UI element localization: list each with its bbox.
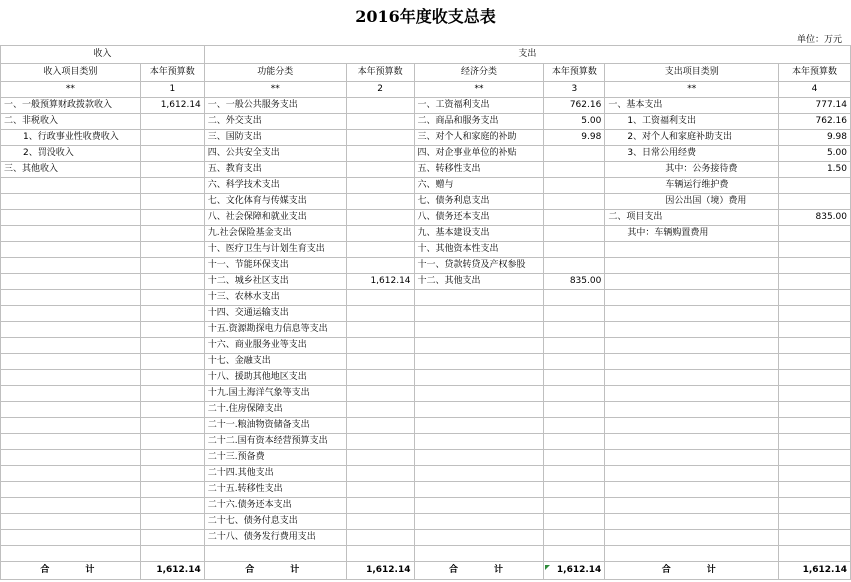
income-budget-cell[interactable] [140,418,204,434]
cell-comment-marker [545,565,550,570]
index-cell[interactable]: ** [1,82,141,98]
income-budget-cell[interactable] [140,306,204,322]
function-item-cell[interactable]: 二十一.粮油物资储备支出 [204,418,346,434]
income-item-cell[interactable]: 2、罚没收入 [1,146,141,162]
function-item-cell[interactable]: 十五.资源勘探电力信息等支出 [204,322,346,338]
function-budget-cell[interactable] [346,258,414,274]
expenditure-budget-cell[interactable] [779,402,851,418]
income-budget-cell[interactable] [140,258,204,274]
expenditure-item-cell[interactable]: 1、工资福利支出 [605,114,779,130]
expenditure-budget-header[interactable]: 本年预算数 [779,64,851,82]
expenditure-item-cell[interactable] [605,322,779,338]
economic-budget-cell[interactable] [544,434,605,450]
income-item-cell[interactable] [1,450,141,466]
economic-budget-cell[interactable] [544,242,605,258]
economic-item-cell[interactable] [414,338,544,354]
table-row [1,130,851,146]
total-label-cell[interactable]: 合 计 [605,562,779,580]
economic-item-cell[interactable]: 十一、贷款转贷及产权参股 [414,258,544,274]
economic-item-cell[interactable] [414,402,544,418]
expenditure-budget-cell[interactable] [779,354,851,370]
function-item-cell[interactable]: 九.社会保险基金支出 [204,226,346,242]
function-budget-cell[interactable] [346,98,414,114]
table-row [1,98,851,114]
function-item-cell[interactable]: 二、外交支出 [204,114,346,130]
expenditure-item-cell[interactable]: 2、对个人和家庭补助支出 [605,130,779,146]
function-budget-cell[interactable] [346,514,414,530]
total-value-cell[interactable]: 1,612.14 [140,562,204,580]
function-item-cell[interactable]: 十六、商业服务业等支出 [204,338,346,354]
expenditure-item-cell[interactable]: 3、日常公用经费 [605,146,779,162]
function-item-cell[interactable]: 二十五.转移性支出 [204,482,346,498]
function-budget-cell[interactable] [346,370,414,386]
table-row [1,546,851,562]
economic-item-cell[interactable] [414,530,544,546]
economic-budget-cell[interactable]: 9.98 [544,130,605,146]
income-budget-cell[interactable] [140,450,204,466]
function-budget-cell[interactable] [346,402,414,418]
table-row [1,242,851,258]
income-item-cell[interactable] [1,194,141,210]
income-item-cell[interactable] [1,418,141,434]
income-budget-cell[interactable] [140,114,204,130]
income-budget-cell[interactable] [140,354,204,370]
table-row [1,306,851,322]
income-item-cell[interactable] [1,322,141,338]
economic-item-cell[interactable] [414,306,544,322]
income-item-cell[interactable] [1,274,141,290]
expenditure-budget-cell[interactable] [779,338,851,354]
expenditure-budget-cell[interactable] [779,546,851,562]
expenditure-item-cell[interactable] [605,482,779,498]
totals-row [1,562,851,580]
table-row [1,354,851,370]
index-cell[interactable]: 4 [779,82,851,98]
income-budget-cell[interactable] [140,530,204,546]
expenditure-budget-cell[interactable]: 777.14 [779,98,851,114]
function-budget-cell[interactable]: 1,612.14 [346,274,414,290]
expenditure-budget-cell[interactable] [779,386,851,402]
income-budget-cell[interactable] [140,370,204,386]
economic-budget-cell[interactable]: 762.16 [544,98,605,114]
expenditure-item-cell[interactable] [605,242,779,258]
income-budget-cell[interactable]: 1,612.14 [140,98,204,114]
economic-budget-cell[interactable] [544,450,605,466]
function-budget-cell[interactable] [346,210,414,226]
function-budget-cell[interactable] [346,482,414,498]
function-item-cell[interactable]: 二十三.预备费 [204,450,346,466]
income-item-cell[interactable]: 1、行政事业性收费收入 [1,130,141,146]
expenditure-budget-cell[interactable] [779,178,851,194]
economic-budget-cell[interactable] [544,418,605,434]
expenditure-item-cell[interactable]: 车辆运行维护费 [605,178,779,194]
economic-budget-cell[interactable] [544,322,605,338]
function-item-cell[interactable]: 二十四.其他支出 [204,466,346,482]
economic-budget-cell[interactable] [544,258,605,274]
economic-item-cell[interactable]: 三、对个人和家庭的补助 [414,130,544,146]
function-item-cell[interactable]: 四、公共安全支出 [204,146,346,162]
table-row [1,114,851,130]
expenditure-budget-cell[interactable]: 9.98 [779,130,851,146]
economic-budget-cell[interactable] [544,226,605,242]
income-item-cell[interactable] [1,482,141,498]
expenditure-item-cell[interactable] [605,466,779,482]
income-item-cell[interactable]: 二、非税收入 [1,114,141,130]
function-budget-cell[interactable] [346,386,414,402]
expenditure-item-cell[interactable]: 一、基本支出 [605,98,779,114]
function-item-cell[interactable]: 十八、援助其他地区支出 [204,370,346,386]
economic-item-cell[interactable] [414,434,544,450]
income-budget-cell[interactable] [140,482,204,498]
economic-budget-cell[interactable] [544,162,605,178]
table-row [1,370,851,386]
income-item-cell[interactable]: 三、其他收入 [1,162,141,178]
function-item-cell[interactable]: 五、教育支出 [204,162,346,178]
income-budget-cell[interactable] [140,274,204,290]
expenditure-item-cell[interactable] [605,306,779,322]
index-cell[interactable]: ** [414,82,544,98]
function-budget-cell[interactable] [346,434,414,450]
expenditure-category-header[interactable]: 支出项目类别 [605,64,779,82]
income-budget-cell[interactable] [140,546,204,562]
expenditure-item-cell[interactable] [605,402,779,418]
economic-item-cell[interactable] [414,354,544,370]
expenditure-budget-cell[interactable] [779,194,851,210]
expenditure-budget-cell[interactable] [779,450,851,466]
expenditure-item-cell[interactable] [605,514,779,530]
income-item-cell[interactable] [1,402,141,418]
economic-category-header[interactable]: 经济分类 [414,64,544,82]
expenditure-budget-cell[interactable]: 835.00 [779,210,851,226]
economic-item-cell[interactable] [414,386,544,402]
total-label-cell[interactable]: 合 计 [414,562,544,580]
expenditure-budget-cell[interactable] [779,242,851,258]
income-budget-cell[interactable] [140,210,204,226]
table-row [1,434,851,450]
income-budget-header[interactable]: 本年预算数 [140,64,204,82]
table-row [1,258,851,274]
function-budget-cell[interactable] [346,130,414,146]
income-budget-cell[interactable] [140,466,204,482]
function-budget-cell[interactable] [346,466,414,482]
income-header[interactable]: 收入 [1,46,205,64]
economic-item-cell[interactable] [414,546,544,562]
income-item-cell[interactable] [1,466,141,482]
expenditure-item-cell[interactable] [605,434,779,450]
income-budget-cell[interactable] [140,434,204,450]
economic-budget-cell[interactable] [544,146,605,162]
total-value-cell[interactable]: 1,612.14 [779,562,851,580]
economic-item-cell[interactable] [414,322,544,338]
function-budget-cell[interactable] [346,226,414,242]
economic-budget-cell[interactable] [544,338,605,354]
expenditure-item-cell[interactable] [605,546,779,562]
economic-budget-cell[interactable] [544,498,605,514]
table-row [1,466,851,482]
expenditure-item-cell[interactable] [605,274,779,290]
function-budget-cell[interactable] [346,306,414,322]
expenditure-item-cell[interactable]: 因公出国（境）费用 [605,194,779,210]
function-item-cell[interactable]: 十、医疗卫生与计划生育支出 [204,242,346,258]
economic-budget-cell[interactable] [544,466,605,482]
income-item-cell[interactable] [1,354,141,370]
economic-budget-cell[interactable] [544,178,605,194]
total-value-cell[interactable]: 1,612.14 [346,562,414,580]
expenditure-item-cell[interactable] [605,450,779,466]
income-item-cell[interactable] [1,226,141,242]
income-item-cell[interactable] [1,498,141,514]
expenditure-item-cell[interactable]: 其中：车辆购置费用 [605,226,779,242]
economic-budget-cell[interactable] [544,530,605,546]
income-budget-cell[interactable] [140,226,204,242]
function-item-cell[interactable]: 十九.国土海洋气象等支出 [204,386,346,402]
function-item-cell[interactable]: 二十二.国有资本经营预算支出 [204,434,346,450]
income-item-cell[interactable] [1,434,141,450]
function-item-cell[interactable]: 二十七、债务付息支出 [204,514,346,530]
expenditure-budget-cell[interactable] [779,226,851,242]
expenditure-item-cell[interactable] [605,386,779,402]
function-budget-cell[interactable] [346,242,414,258]
expenditure-item-cell[interactable] [605,370,779,386]
function-item-cell[interactable]: 十四、交通运输支出 [204,306,346,322]
table-row [1,530,851,546]
expenditure-budget-cell[interactable] [779,418,851,434]
function-item-cell[interactable]: 十三、农林水支出 [204,290,346,306]
income-budget-cell[interactable] [140,130,204,146]
income-item-cell[interactable] [1,338,141,354]
function-budget-cell[interactable] [346,194,414,210]
function-item-cell[interactable]: 二十八、债务发行费用支出 [204,530,346,546]
economic-item-cell[interactable] [414,450,544,466]
index-cell[interactable]: 3 [544,82,605,98]
economic-budget-cell[interactable] [544,514,605,530]
expenditure-budget-cell[interactable] [779,482,851,498]
function-budget-cell[interactable] [346,178,414,194]
table-row [1,274,851,290]
function-budget-cell[interactable] [346,498,414,514]
table-row [1,162,851,178]
economic-budget-cell[interactable] [544,290,605,306]
income-category-header[interactable]: 收入项目类别 [1,64,141,82]
income-budget-cell[interactable] [140,386,204,402]
function-item-cell[interactable]: 六、科学技术支出 [204,178,346,194]
economic-item-cell[interactable]: 七、债务利息支出 [414,194,544,210]
income-budget-cell[interactable] [140,194,204,210]
economic-item-cell[interactable] [414,466,544,482]
economic-item-cell[interactable] [414,514,544,530]
function-item-cell[interactable] [204,546,346,562]
table-row [1,514,851,530]
table-row [1,226,851,242]
economic-budget-cell[interactable] [544,210,605,226]
income-item-cell[interactable] [1,210,141,226]
expenditure-header[interactable]: 支出 [204,46,850,64]
expenditure-budget-cell[interactable] [779,306,851,322]
income-budget-cell[interactable] [140,498,204,514]
table-row [1,178,851,194]
economic-budget-cell[interactable] [544,306,605,322]
function-item-cell[interactable]: 十二、城乡社区支出 [204,274,346,290]
table-row [1,386,851,402]
income-item-cell[interactable] [1,546,141,562]
income-budget-cell[interactable] [140,322,204,338]
expenditure-budget-cell[interactable] [779,466,851,482]
income-budget-cell[interactable] [140,146,204,162]
expenditure-item-cell[interactable] [605,498,779,514]
expenditure-item-cell[interactable]: 其中：公务接待费 [605,162,779,178]
income-item-cell[interactable] [1,530,141,546]
economic-item-cell[interactable]: 一、工资福利支出 [414,98,544,114]
income-budget-cell[interactable] [140,162,204,178]
income-budget-cell[interactable] [140,402,204,418]
function-item-cell[interactable]: 一、一般公共服务支出 [204,98,346,114]
total-label-cell[interactable]: 合 计 [1,562,141,580]
function-budget-cell[interactable] [346,530,414,546]
function-item-cell[interactable]: 十一、节能环保支出 [204,258,346,274]
function-budget-cell[interactable] [346,450,414,466]
economic-item-cell[interactable]: 五、转移性支出 [414,162,544,178]
income-item-cell[interactable] [1,306,141,322]
expenditure-budget-cell[interactable] [779,290,851,306]
table-row [1,338,851,354]
function-item-cell[interactable]: 八、社会保障和就业支出 [204,210,346,226]
index-cell[interactable]: ** [605,82,779,98]
economic-budget-header[interactable]: 本年预算数 [544,64,605,82]
table-row [1,194,851,210]
economic-budget-cell[interactable] [544,370,605,386]
function-budget-cell[interactable] [346,322,414,338]
function-item-cell[interactable]: 三、国防支出 [204,130,346,146]
income-item-cell[interactable] [1,258,141,274]
summary-table [0,45,851,580]
function-item-cell[interactable]: 二十.住房保障支出 [204,402,346,418]
economic-budget-cell[interactable] [544,194,605,210]
unit-label: 单位：万元 [796,35,842,45]
expenditure-budget-cell[interactable] [779,258,851,274]
economic-budget-cell[interactable] [544,354,605,370]
income-item-cell[interactable] [1,370,141,386]
expenditure-budget-cell[interactable]: 762.16 [779,114,851,130]
economic-item-cell[interactable]: 四、对企事业单位的补贴 [414,146,544,162]
table-row [1,482,851,498]
table-row [1,290,851,306]
economic-item-cell[interactable]: 九、基本建设支出 [414,226,544,242]
function-item-cell[interactable]: 二十六.债务还本支出 [204,498,346,514]
expenditure-item-cell[interactable]: 二、项目支出 [605,210,779,226]
economic-budget-cell[interactable] [544,386,605,402]
economic-item-cell[interactable]: 六、赠与 [414,178,544,194]
function-item-cell[interactable]: 七、文化体育与传媒支出 [204,194,346,210]
economic-item-cell[interactable] [414,418,544,434]
function-budget-cell[interactable] [346,162,414,178]
economic-budget-cell[interactable] [544,482,605,498]
index-cell[interactable]: 2 [346,82,414,98]
economic-item-cell[interactable]: 十二、其他支出 [414,274,544,290]
income-item-cell[interactable] [1,290,141,306]
expenditure-item-cell[interactable] [605,418,779,434]
economic-budget-cell[interactable]: 835.00 [544,274,605,290]
income-budget-cell[interactable] [140,338,204,354]
table-row [1,322,851,338]
function-item-cell[interactable]: 十七、金融支出 [204,354,346,370]
expenditure-item-cell[interactable] [605,354,779,370]
expenditure-budget-cell[interactable] [779,274,851,290]
table-title: 2016年度收支总表 [355,7,496,26]
function-budget-header[interactable]: 本年预算数 [346,64,414,82]
function-budget-cell[interactable] [346,418,414,434]
function-budget-cell[interactable] [346,546,414,562]
economic-item-cell[interactable]: 二、商品和服务支出 [414,114,544,130]
function-budget-cell[interactable] [346,354,414,370]
income-item-cell[interactable] [1,514,141,530]
expenditure-budget-cell[interactable] [779,434,851,450]
table-row [1,450,851,466]
income-budget-cell[interactable] [140,178,204,194]
income-budget-cell[interactable] [140,290,204,306]
income-budget-cell[interactable] [140,514,204,530]
total-value-cell[interactable]: 1,612.14 [544,562,605,580]
income-item-cell[interactable] [1,178,141,194]
income-item-cell[interactable]: 一、一般预算财政拨款收入 [1,98,141,114]
expenditure-item-cell[interactable] [605,338,779,354]
table-row [1,402,851,418]
expenditure-budget-cell[interactable] [779,498,851,514]
economic-item-cell[interactable] [414,370,544,386]
economic-budget-cell[interactable] [544,402,605,418]
index-cell[interactable]: ** [204,82,346,98]
expenditure-budget-cell[interactable] [779,370,851,386]
economic-budget-cell[interactable]: 5.00 [544,114,605,130]
economic-item-cell[interactable]: 八、债务还本支出 [414,210,544,226]
total-label-cell[interactable]: 合 计 [204,562,346,580]
function-budget-cell[interactable] [346,146,414,162]
function-budget-cell[interactable] [346,290,414,306]
economic-item-cell[interactable] [414,482,544,498]
index-cell[interactable]: 1 [140,82,204,98]
expenditure-item-cell[interactable] [605,258,779,274]
expenditure-budget-cell[interactable]: 5.00 [779,146,851,162]
expenditure-budget-cell[interactable] [779,322,851,338]
function-budget-cell[interactable] [346,338,414,354]
expenditure-budget-cell[interactable] [779,514,851,530]
index-row [1,82,851,98]
table-row [1,498,851,514]
table-row [1,418,851,434]
expenditure-item-cell[interactable] [605,290,779,306]
income-budget-cell[interactable] [140,242,204,258]
economic-item-cell[interactable] [414,498,544,514]
economic-item-cell[interactable]: 十、其他资本性支出 [414,242,544,258]
function-budget-cell[interactable] [346,114,414,130]
expenditure-item-cell[interactable] [605,530,779,546]
function-category-header[interactable]: 功能分类 [204,64,346,82]
economic-budget-cell[interactable] [544,546,605,562]
expenditure-budget-cell[interactable]: 1.50 [779,162,851,178]
income-item-cell[interactable] [1,242,141,258]
expenditure-budget-cell[interactable] [779,530,851,546]
table-row [1,210,851,226]
income-item-cell[interactable] [1,386,141,402]
table-row [1,146,851,162]
economic-item-cell[interactable] [414,290,544,306]
